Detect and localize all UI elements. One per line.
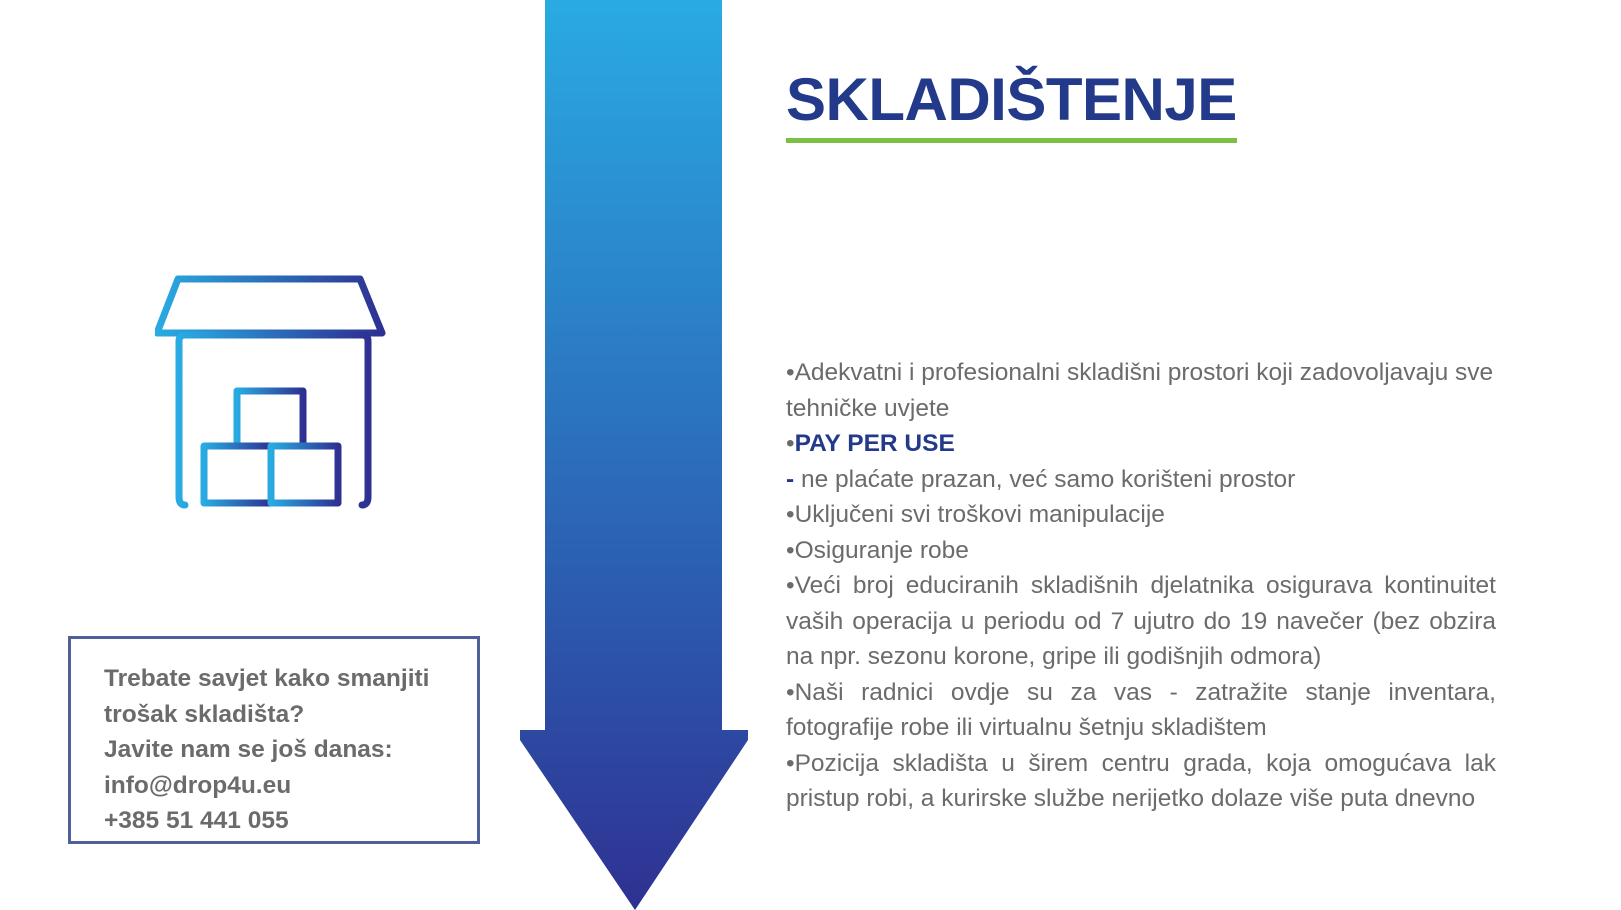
list-item	[786, 426, 1496, 462]
list-item-detail: ne plaćate prazan, već samo korišteni prostor	[794, 465, 1296, 493]
page-title: SKLADIŠTENJE	[786, 70, 1237, 143]
list-item	[786, 462, 1496, 498]
warehouse-boxes-icon	[155, 275, 400, 520]
contact-box	[68, 636, 480, 844]
contact-text: Trebate savjet kako smanjiti	[104, 665, 430, 692]
features-list	[786, 355, 1496, 817]
contact-email[interactable]: info@drop4u.eu	[104, 771, 292, 799]
down-arrow-icon	[520, 0, 760, 910]
contact-phone[interactable]: +385 51 441 055	[104, 807, 289, 834]
list-item: •Pozicija skladišta u širem centru grada, koja omogućava lak pristup robi, a kurirske službe nerijetko dolaze više puta dnevno	[786, 749, 1496, 812]
contact-text: trošak skladišta?	[104, 700, 305, 728]
list-item: •Veći broj educiranih skladišnih djelatnika osigurava kontinuitet vaših operacija u periodu od 7 ujutro do 19 navečer (bez obzira na npr. sezonu korone, gripe ili godišnjih odmora)	[786, 572, 1496, 670]
bullet: •	[786, 430, 795, 457]
list-item: •Uključeni svi troškovi manipulacije	[786, 501, 1165, 528]
list-item: •Osiguranje robe	[786, 536, 969, 564]
list-item: •Naši radnici ovdje su za vas - zatražite stanje inventara, fotografije robe ili virtualnu šetnju skladištem	[786, 678, 1496, 741]
pay-per-use-highlight: PAY PER USE	[794, 430, 955, 457]
list-item: •Adekvatni i profesionalni skladišni prostori koji zadovoljavaju sve tehničke uvjete	[786, 359, 1494, 422]
dash: -	[786, 465, 795, 493]
contact-text: Javite nam se još danas:	[104, 736, 393, 763]
